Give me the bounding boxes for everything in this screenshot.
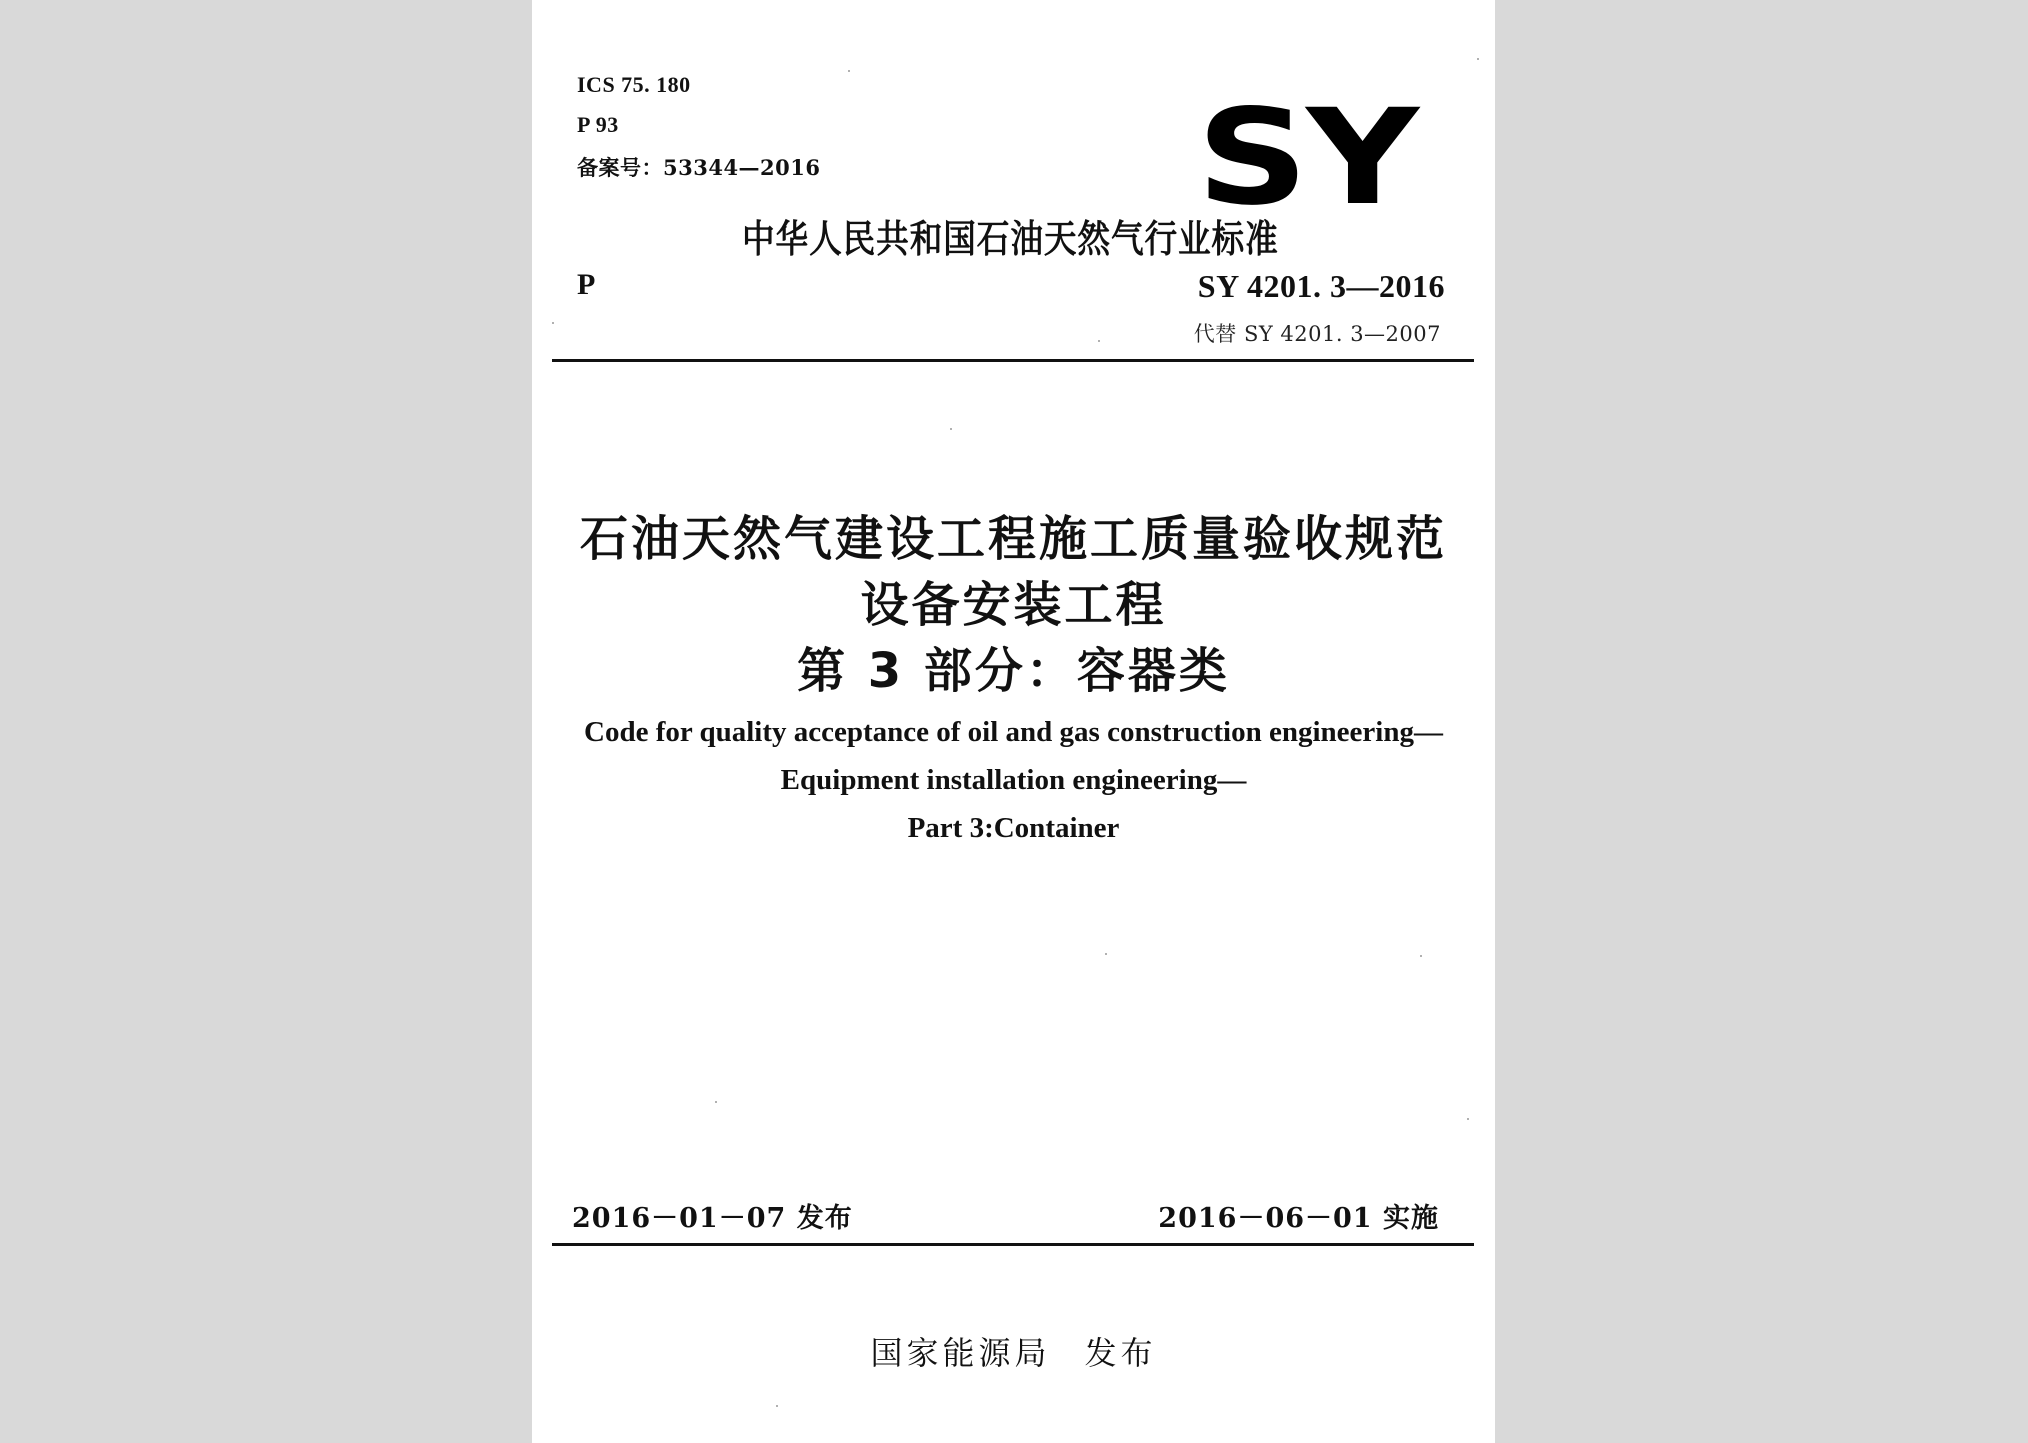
scan-speck xyxy=(848,70,850,72)
standard-number: SY 4201. 3—2016 xyxy=(1197,268,1445,304)
publisher-name: 国家能源局 xyxy=(870,1334,1051,1372)
ics-code: ICS 75. 180 xyxy=(577,72,691,97)
scan-speck xyxy=(552,322,554,324)
scan-speck xyxy=(1467,1118,1469,1120)
record-number: 备案号：53344—2016 xyxy=(577,155,821,180)
scan-speck xyxy=(1420,955,1422,957)
scan-speck xyxy=(1477,58,1479,60)
scan-speck xyxy=(950,428,952,430)
publisher-action: 发布 xyxy=(1084,1334,1157,1372)
header-divider xyxy=(552,359,1474,362)
scan-speck xyxy=(1105,953,1107,955)
title-en-line-1: Code for quality acceptance of oil and gas construction engineering— xyxy=(584,716,1443,748)
standard-header: 中华人民共和国石油天然气行业标准 xyxy=(742,217,1279,261)
scan-speck xyxy=(1098,340,1100,342)
scan-speck xyxy=(776,1405,778,1407)
title-cn-line-3: 第 3 部分：容器类 xyxy=(797,643,1230,699)
footer-divider xyxy=(552,1243,1474,1246)
title-en-line-2: Equipment installation engineering— xyxy=(780,764,1247,796)
title-cn-line-1: 石油天然气建设工程施工质量验收规范 xyxy=(579,511,1447,567)
classification-code: P 93 xyxy=(577,112,619,137)
replaces-standard: 代替 SY 4201. 3—2007 xyxy=(1193,322,1441,346)
title-en-line-3: Part 3:Container xyxy=(907,812,1120,844)
publisher-line xyxy=(532,1328,1495,1374)
category-mark: P xyxy=(577,268,596,301)
document-page xyxy=(532,0,1495,1443)
effective-date: 2016－06－01 实施 xyxy=(1158,1203,1439,1234)
sy-logo: SY xyxy=(1196,81,1417,235)
issue-date: 2016－01－07 发布 xyxy=(572,1203,853,1234)
title-cn-line-2: 设备安装工程 xyxy=(860,577,1167,633)
scan-speck xyxy=(715,1101,717,1103)
